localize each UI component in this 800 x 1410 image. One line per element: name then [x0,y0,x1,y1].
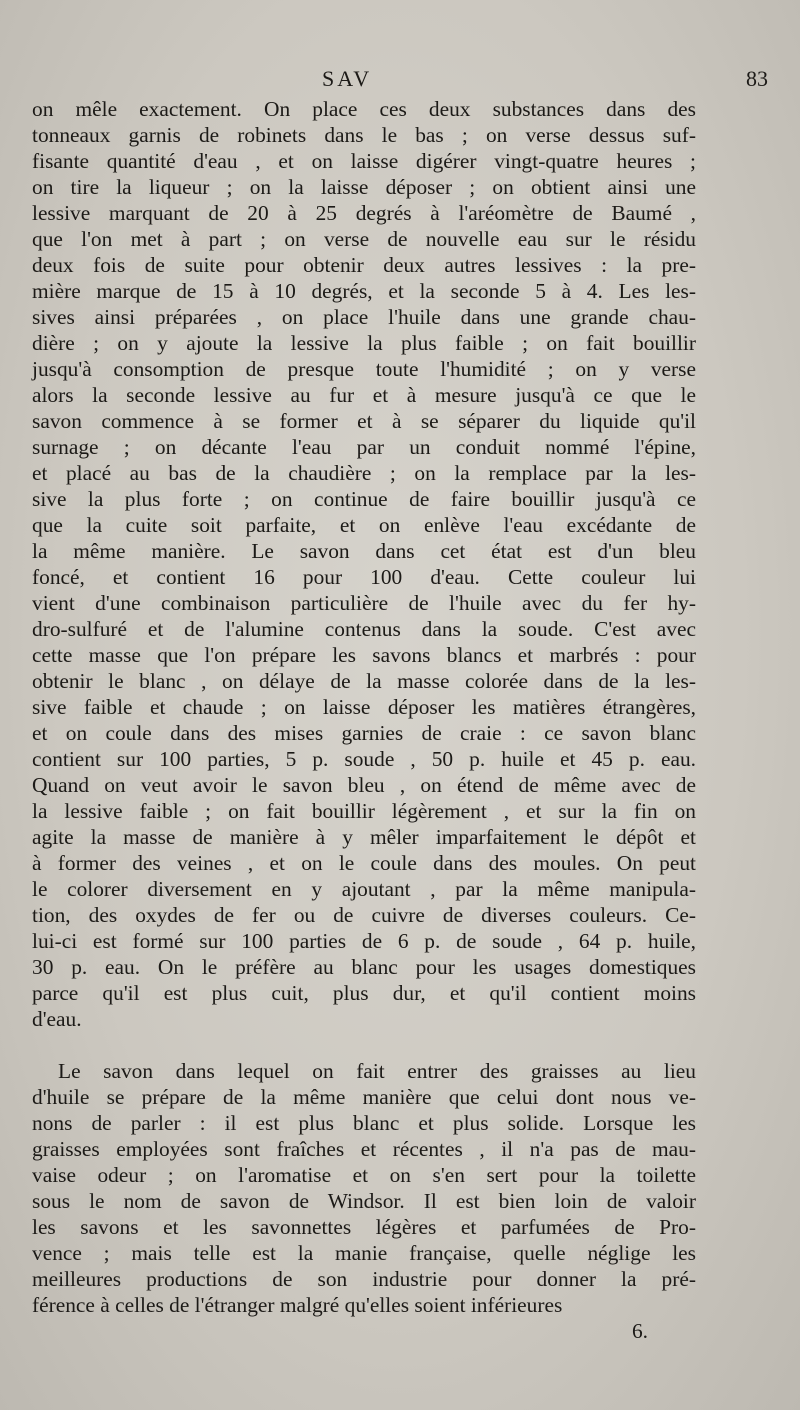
text-line: vaise odeur ; on l'aromatise et on s'en sert pour la toilette [32,1163,696,1187]
text-line: tonneaux garnis de robinets dans le bas ; on verse dessus suf- [32,123,696,147]
signature-mark: 6. [631,1319,648,1343]
text-line: dière ; on y ajoute la lessive la plus faible ; on fait bouillir [32,331,696,355]
text-line: d'huile se prépare de la même manière que celui dont nous ve- [32,1085,696,1109]
text-line: parce qu'il est plus cuit, plus dur, et qu'il contient moins [32,981,696,1005]
text-line: tion, des oxydes de fer ou de cuivre de diverses couleurs. Ce- [32,903,696,927]
text-line: lessive marquant de 20 à 25 degrés à l'aréomètre de Baumé , [32,201,696,225]
text-line: et placé au bas de la chaudière ; on la remplace par la les- [32,461,696,485]
text-line: sous le nom de savon de Windsor. Il est bien loin de valoir [32,1189,696,1213]
text-line: sive faible et chaude ; on laisse déposer les matières étrangères, [32,695,696,719]
text-line: lui-ci est formé sur 100 parties de 6 p. de soude , 64 p. huile, [32,929,696,953]
paragraph-gap [32,1032,696,1058]
text-line: alors la seconde lessive au fur et à mesure jusqu'à ce que le [32,383,696,407]
text-line: 30 p. eau. On le préfère au blanc pour les usages domestiques [32,955,696,979]
text-line: à former des veines , et on le coule dans des moules. On peut [32,851,696,875]
text-line: le colorer diversement en y ajoutant , par la même manipula- [32,877,696,901]
text-line: cette masse que l'on prépare les savons blancs et marbrés : pour [32,643,696,667]
text-line: et on coule dans des mises garnies de craie : ce savon blanc [32,721,696,745]
text-line: sives ainsi préparées , on place l'huile dans une grande chau- [32,305,696,329]
text-line: nons de parler : il est plus blanc et plus solide. Lorsque les [32,1111,696,1135]
text-line: vient d'une combinaison particulière de l'huile avec du fer hy- [32,591,696,615]
text-line: contient sur 100 parties, 5 p. soude , 50 p. huile et 45 p. eau. [32,747,696,771]
body-text [32,96,696,1344]
running-head [0,66,800,96]
text-line: meilleures productions de son industrie pour donner la pré- [32,1267,696,1291]
text-line: les savons et les savonnettes légères et parfumées de Pro- [32,1215,696,1239]
text-line: savon commence à se former et à se séparer du liquide qu'il [32,409,696,433]
paragraph [32,96,696,1032]
text-line: dro-sulfuré et de l'alumine contenus dans la soude. C'est avec [32,617,696,641]
text-line: fisante quantité d'eau , et on laisse digérer vingt-quatre heures ; [32,149,696,173]
text-line: vence ; mais telle est la manie française, quelle néglige les [32,1241,696,1265]
text-line: on mêle exactement. On place ces deux substances dans des [32,97,696,121]
page-number: 83 [746,66,768,91]
text-line: la lessive faible ; on fait bouillir légèrement , et sur la fin on [32,799,696,823]
text-line: la même manière. Le savon dans cet état est d'un bleu [32,539,696,563]
text-line: Quand on veut avoir le savon bleu , on étend de même avec de [32,773,696,797]
text-line: mière marque de 15 à 10 degrés, et la seconde 5 à 4. Les les- [32,279,696,303]
text-line: jusqu'à consomption de presque toute l'humidité ; on y verse [32,357,696,381]
text-line: obtenir le blanc , on délaye de la masse colorée dans de la les- [32,669,696,693]
text-line: graisses employées sont fraîches et récentes , il n'a pas de mau- [32,1137,696,1161]
text-line: foncé, et contient 16 pour 100 d'eau. Cette couleur lui [32,565,696,589]
text-line: que l'on met à part ; on verse de nouvelle eau sur le résidu [32,227,696,251]
text-line: férence à celles de l'étranger malgré qu'elles soient inférieures [32,1293,563,1317]
text-line: deux fois de suite pour obtenir deux autres lessives : la pre- [32,253,696,277]
text-line: surnage ; on décante l'eau par un conduit nommé l'épine, [32,435,696,459]
text-line: d'eau. [32,1007,82,1031]
text-line: on tire la liqueur ; on la laisse déposer ; on obtient ainsi une [32,175,696,199]
running-title: SAV [322,66,373,91]
text-line: sive la plus forte ; on continue de faire bouillir jusqu'à ce [32,487,696,511]
text-line: Le savon dans lequel on fait entrer des graisses au lieu [58,1059,696,1083]
text-line: que la cuite soit parfaite, et on enlève l'eau excédante de [32,513,696,537]
paragraph [32,1058,696,1318]
text-line: agite la masse de manière à y mêler imparfaitement le dépôt et [32,825,696,849]
